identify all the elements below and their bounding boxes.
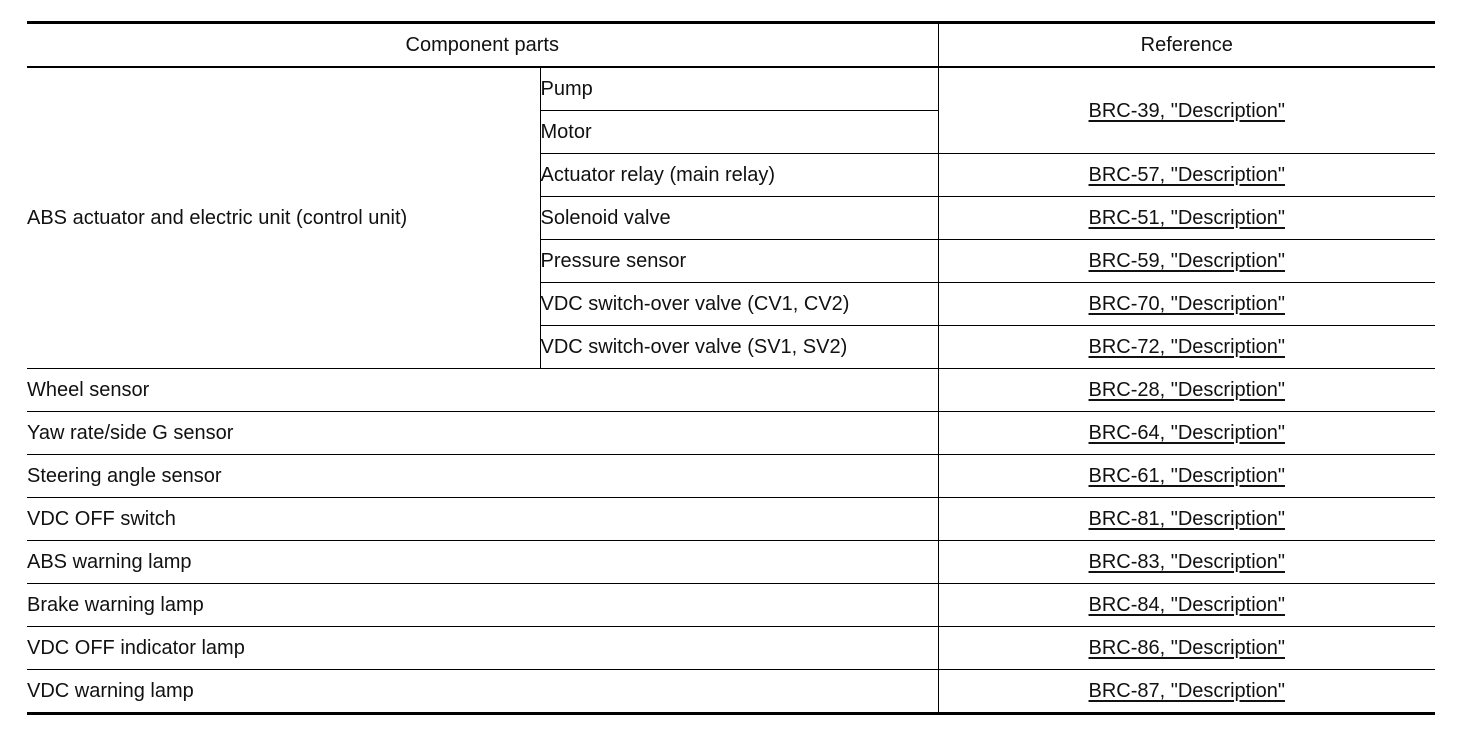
reference-cell — [938, 412, 1435, 455]
reference-cell — [938, 154, 1435, 197]
reference-cell — [938, 326, 1435, 369]
reference-cell — [938, 369, 1435, 412]
reference-cell — [938, 584, 1435, 627]
subpart-label: Motor — [540, 111, 938, 154]
reference-cell — [938, 197, 1435, 240]
table-row — [27, 412, 1435, 455]
table-row — [27, 498, 1435, 541]
reference-link[interactable]: BRC-81, "Description" — [1088, 508, 1285, 530]
reference-link[interactable]: BRC-72, "Description" — [1088, 336, 1285, 358]
subpart-label: Pressure sensor — [540, 240, 938, 283]
reference-cell — [938, 240, 1435, 283]
header-reference: Reference — [938, 23, 1435, 68]
reference-link[interactable]: BRC-84, "Description" — [1088, 594, 1285, 616]
reference-link[interactable]: BRC-28, "Description" — [1088, 379, 1285, 401]
component-label: VDC warning lamp — [27, 670, 938, 714]
table-row — [27, 455, 1435, 498]
reference-cell — [938, 498, 1435, 541]
subpart-label: Solenoid valve — [540, 197, 938, 240]
reference-cell — [938, 627, 1435, 670]
reference-link[interactable]: BRC-57, "Description" — [1088, 164, 1285, 186]
component-label: Steering angle sensor — [27, 455, 938, 498]
table-row — [27, 584, 1435, 627]
component-reference-table — [27, 21, 1435, 715]
component-label: Brake warning lamp — [27, 584, 938, 627]
table-row — [27, 369, 1435, 412]
reference-cell — [938, 283, 1435, 326]
component-label: VDC OFF indicator lamp — [27, 627, 938, 670]
table-row — [27, 670, 1435, 714]
abs-unit-label: ABS actuator and electric unit (control unit) — [27, 67, 540, 369]
table-row — [27, 67, 1435, 111]
component-label: ABS warning lamp — [27, 541, 938, 584]
subpart-label: VDC switch-over valve (CV1, CV2) — [540, 283, 938, 326]
header-component-parts: Component parts — [27, 23, 938, 68]
table-row — [27, 541, 1435, 584]
reference-link[interactable]: BRC-51, "Description" — [1088, 207, 1285, 229]
component-label: VDC OFF switch — [27, 498, 938, 541]
reference-cell — [938, 67, 1435, 154]
reference-cell — [938, 670, 1435, 714]
reference-link[interactable]: BRC-61, "Description" — [1088, 465, 1285, 487]
reference-link[interactable]: BRC-70, "Description" — [1088, 293, 1285, 315]
reference-link[interactable]: BRC-83, "Description" — [1088, 551, 1285, 573]
reference-cell — [938, 541, 1435, 584]
subpart-label: Pump — [540, 67, 938, 111]
component-label: Wheel sensor — [27, 369, 938, 412]
reference-link[interactable]: BRC-59, "Description" — [1088, 250, 1285, 272]
table-row — [27, 627, 1435, 670]
table-header-row — [27, 23, 1435, 68]
component-label: Yaw rate/side G sensor — [27, 412, 938, 455]
reference-cell — [938, 455, 1435, 498]
subpart-label: VDC switch-over valve (SV1, SV2) — [540, 326, 938, 369]
reference-link[interactable]: BRC-86, "Description" — [1088, 637, 1285, 659]
subpart-label: Actuator relay (main relay) — [540, 154, 938, 197]
reference-link[interactable]: BRC-87, "Description" — [1088, 680, 1285, 702]
reference-link[interactable]: BRC-39, "Description" — [1088, 99, 1285, 122]
reference-link[interactable]: BRC-64, "Description" — [1088, 422, 1285, 444]
